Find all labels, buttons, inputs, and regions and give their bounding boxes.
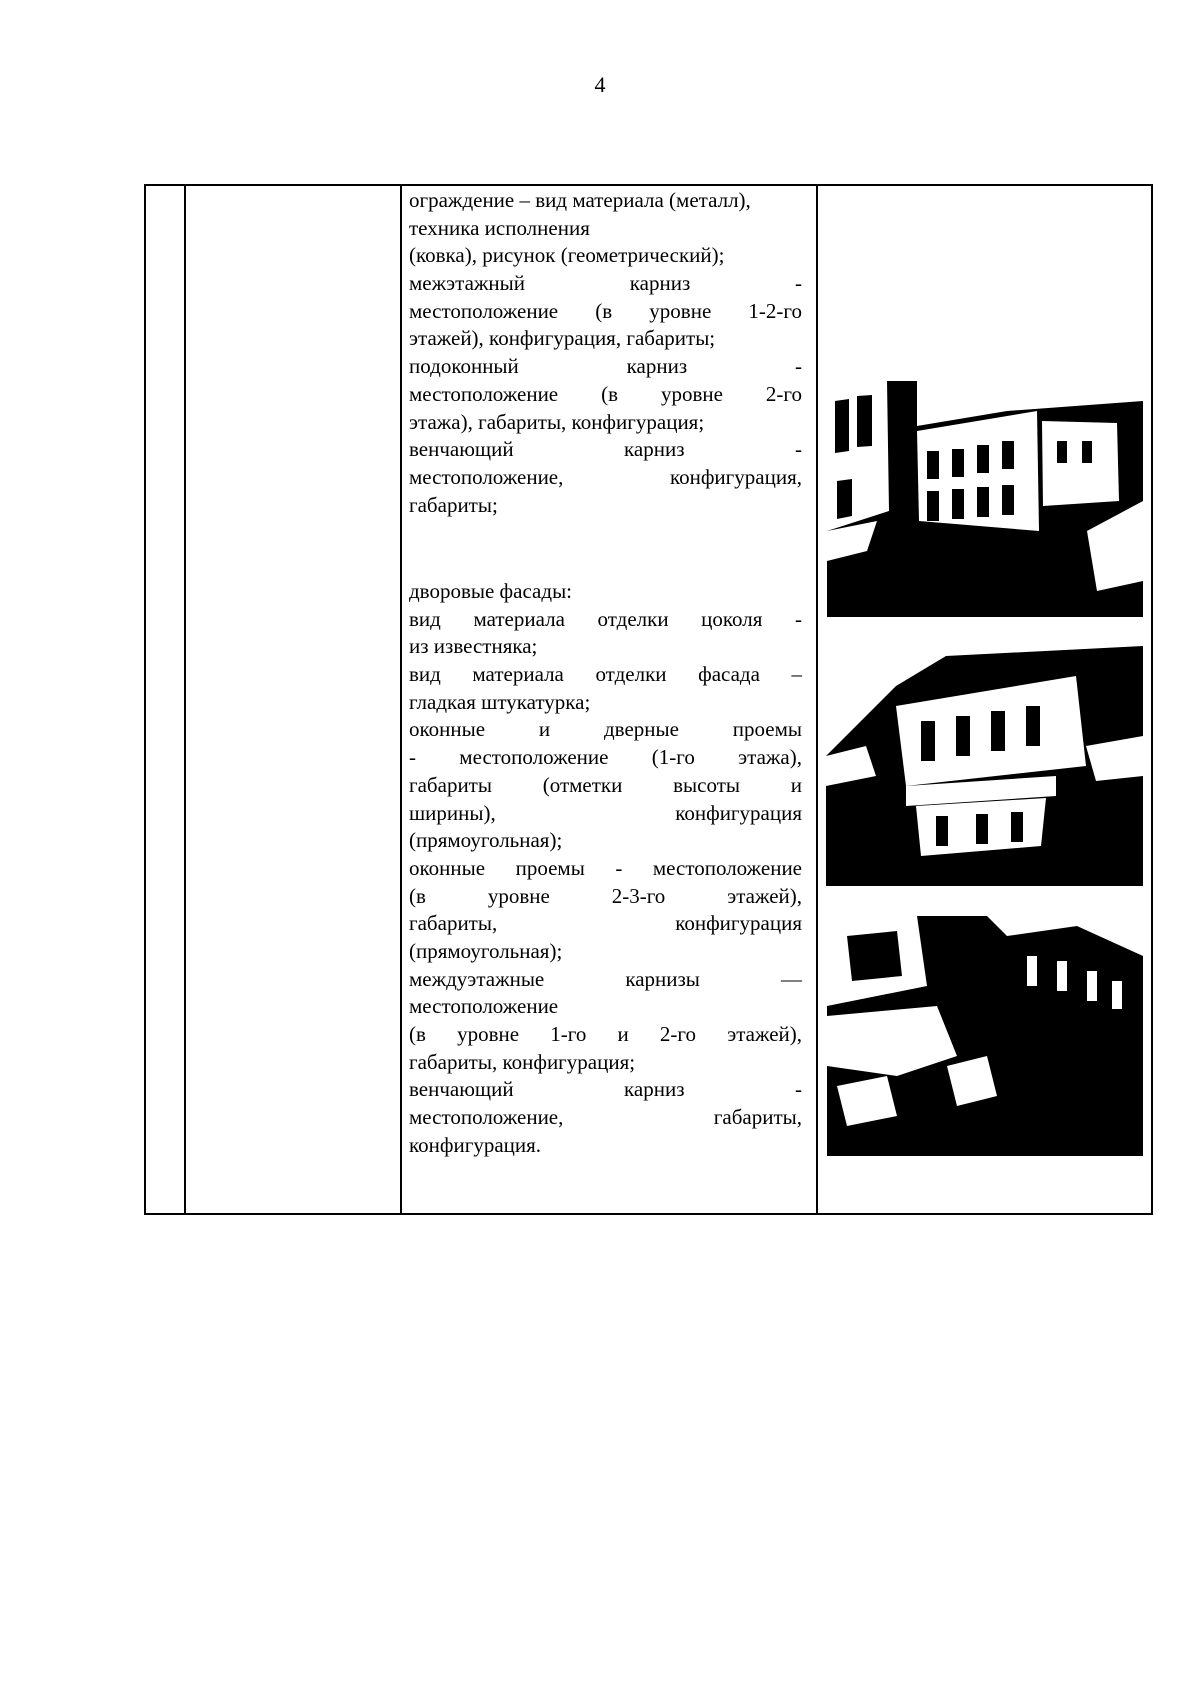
text-line: (прямоугольная); [409, 938, 563, 963]
text-line: гладкая штукатурка; [409, 689, 591, 714]
text-line: габариты, конфигурация [409, 911, 802, 936]
text-line: межэтажный карниз - [409, 271, 802, 296]
text-line: техника исполнения [409, 215, 590, 240]
text-line: подоконный карниз - [409, 354, 802, 379]
text-line: венчающий карниз - [409, 437, 802, 462]
text-line: местоположение (в уровне 1-2-го [409, 298, 802, 323]
text-line: ограждение – вид материала (металл), [409, 188, 751, 212]
text-line: из известняка; [409, 634, 538, 659]
text-line: местоположение, конфигурация, [409, 464, 802, 489]
text-line: междуэтажные карнизы — [409, 966, 802, 991]
text-line: конфигурация. [409, 1132, 542, 1157]
column-divider [816, 186, 818, 1213]
text-line: местоположение (в уровне 2-го [409, 381, 802, 406]
text-line: габариты; [409, 492, 498, 517]
text-line: этажа), габариты, конфигурация; [409, 409, 705, 434]
text-line: (ковка), рисунок (геометрический); [409, 243, 725, 268]
page-number: 4 [594, 72, 606, 97]
column-divider [184, 186, 186, 1213]
text-line: венчающий карниз - [409, 1077, 802, 1102]
text-line: (в уровне 2-3-го этажей), [409, 883, 802, 908]
text-line: местоположение [409, 994, 559, 1019]
cell-text-street-elements [409, 187, 802, 519]
text-line: этажей), конфигурация, габариты; [409, 326, 716, 351]
courtyard-photo [826, 646, 1143, 886]
text-line: (прямоугольная); [409, 828, 563, 853]
text-line: вид материала отделки фасада – [409, 662, 802, 687]
text-line: - местоположение (1-го этажа), [409, 745, 802, 770]
text-line: (в уровне 1-го и 2-го этажей), [409, 1022, 802, 1046]
building-photo [827, 381, 1143, 617]
text-line: ширины), конфигурация [409, 800, 802, 825]
description-table [144, 184, 1153, 1215]
text-line: дворовые фасады: [409, 579, 573, 603]
text-line: оконные проемы - местоположение [409, 855, 802, 880]
text-line: габариты, конфигурация; [409, 1049, 636, 1074]
building-corner-photo [827, 916, 1143, 1156]
text-line: габариты (отметки высоты и [409, 772, 802, 797]
column-divider [400, 186, 402, 1213]
text-line: вид материала отделки цоколя - [409, 606, 802, 631]
text-line: местоположение, габариты, [409, 1105, 802, 1130]
cell-text-courtyard-facades [409, 578, 802, 1159]
text-line: оконные и дверные проемы [409, 717, 802, 742]
